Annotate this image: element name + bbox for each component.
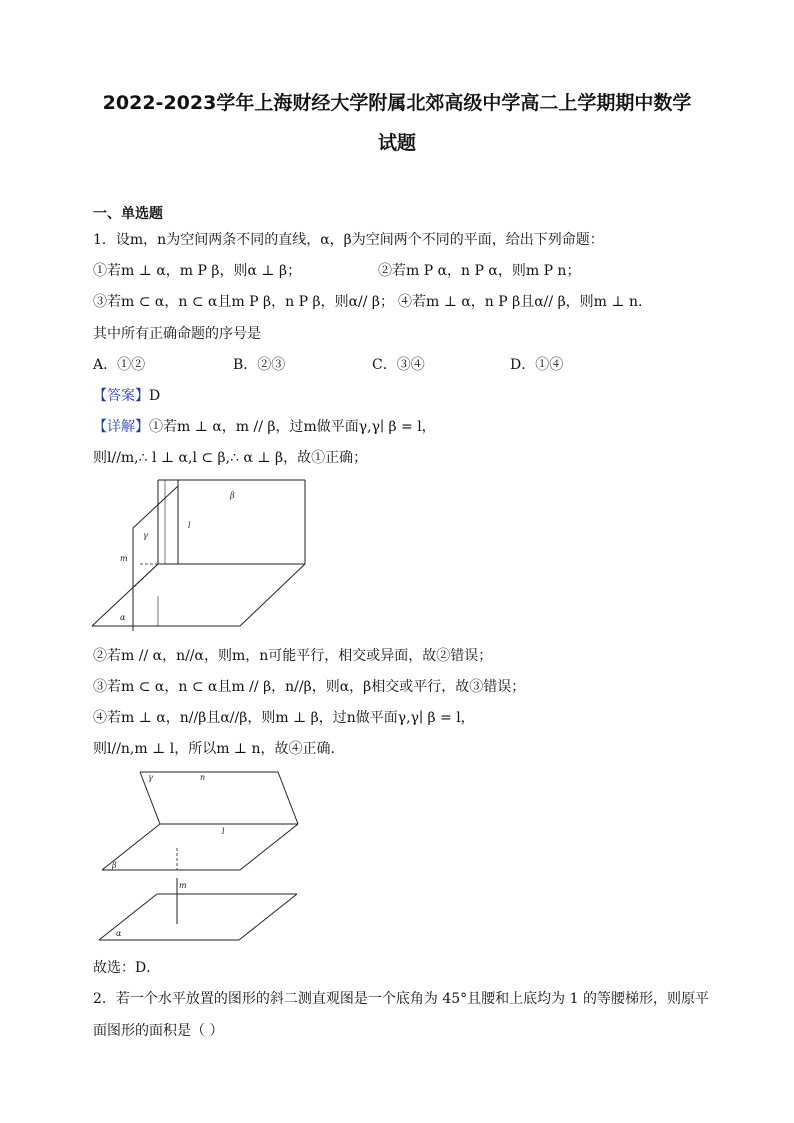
figure-2-label-gamma: γ: [148, 773, 153, 782]
proposition-2: ②若m P α，n P α，则m P n；: [378, 263, 581, 279]
detail-line-5: ④若m ⊥ α，n//β且α//β，则m ⊥ β，过n做平面γ,γ∣ β = l，: [93, 710, 475, 726]
detail-text-1: ①若m ⊥ α，m // β，过m做平面γ,γ∣ β = l，: [149, 419, 436, 435]
figure-1-label-l: l: [188, 521, 191, 530]
detail-label: 【详解】: [93, 419, 149, 435]
answer-label: 【答案】: [93, 388, 149, 404]
page-title: 2022-2023学年上海财经大学附属北郊高级中学高二上学期期中数学: [102, 92, 692, 114]
detail-line-1: [93, 416, 436, 436]
section-heading: 一、单选题: [93, 206, 163, 222]
figure-1: [90, 476, 320, 631]
proposition-3: ③若m ⊂ α，n ⊂ α且m P β，n P β，则α// β；: [93, 294, 395, 310]
figure-1-label-gamma: γ: [143, 531, 148, 540]
option-b: B．②③: [233, 357, 286, 373]
detail-line-6: 则l//n,m ⊥ l，所以m ⊥ n，故④正确.: [93, 741, 336, 757]
question-1-stem: 1．设m，n为空间两条不同的直线，α，β为空间两个不同的平面，给出下列命题：: [93, 232, 604, 248]
proposition-1: ①若m ⊥ α，m P β，则α ⊥ β；: [93, 263, 302, 279]
question-2-line-1: 2．若一个水平放置的图形的斜二测直观图是一个底角为 45°且腰和上底均为 1 的等腰梯形，则原平: [93, 991, 709, 1007]
figure-2-label-n: n: [200, 773, 206, 782]
figure-1-label-m: m: [120, 554, 128, 563]
answer-value: D: [149, 388, 161, 404]
figure-2-label-beta: β: [112, 861, 117, 870]
figure-2-label-l: l: [222, 827, 225, 836]
detail-line-3: ②若m // α，n//α，则m，n可能平行，相交或异面，故②错误；: [93, 648, 493, 664]
option-c: C．③④: [372, 357, 425, 373]
figure-1-label-alpha: α: [120, 613, 126, 622]
question-1-ask: 其中所有正确命题的序号是: [93, 326, 261, 342]
figure-2: [92, 766, 307, 944]
answer-line: [93, 385, 160, 405]
figure-2-label-alpha: α: [116, 929, 122, 938]
figure-1-label-beta: β: [230, 491, 235, 500]
choose-line: 故选：D．: [93, 960, 161, 976]
option-d: D．①④: [510, 357, 564, 373]
detail-line-4: ③若m ⊂ α，n ⊂ α且m // β，n//β，则α，β相交或平行，故③错误；: [93, 679, 526, 695]
detail-line-2: 则l//m,∴ l ⊥ α,l ⊂ β,∴ α ⊥ β，故①正确；: [93, 450, 368, 466]
question-2-line-2: 面图形的面积是（ ）: [93, 1023, 224, 1039]
figure-2-label-m: m: [179, 881, 187, 890]
proposition-4: ④若m ⊥ α，n P β且α// β，则m ⊥ n.: [398, 294, 643, 310]
option-a: A．①②: [93, 357, 146, 373]
page-title-line2: 试题: [377, 132, 416, 154]
